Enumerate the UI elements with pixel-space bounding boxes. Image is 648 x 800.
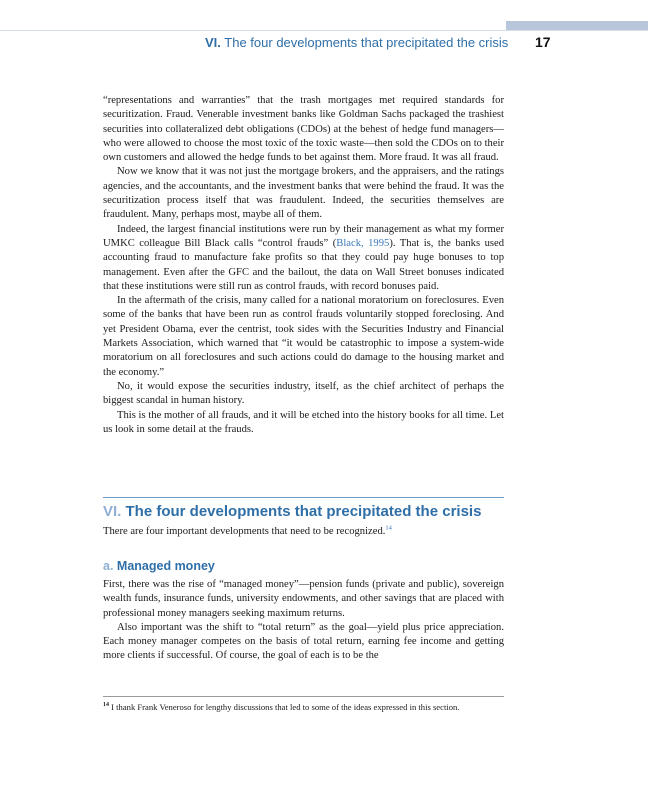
paragraph-1: “representations and warranties” that the trash mortgages met required standards for securitization. Fraud. Venerable investment banks like Goldman Sachs packaged the trashiest securities into collateralized debt obligations (CDOs) at the behest of hedge fund managers—who were allowed to choose the most toxic of the toxic waste—then sold the CDOs on to their own customers and allowed the hedge funds to bet against them. More fraud. It was all fraud.: [103, 95, 505, 164]
header-rule: [0, 30, 648, 31]
subsection-title: Managed money: [116, 559, 215, 573]
footnote: [103, 701, 504, 714]
paragraph-3-text-b: ). That is, the banks used accounting fraud to manufacture fake profits so that they could pay huge bonuses to top management. Even after the GFC and the bailout, the data on Wall Street bonuses indicated that these institutions were still run as control frauds, with record bonuses paid.: [103, 237, 504, 292]
section-number: VI.: [103, 503, 122, 520]
section-intro-text: There are four important developments that need to be recognized.: [103, 526, 386, 537]
paragraph-4: In the aftermath of the crisis, many called for a national moratorium on foreclosures. Even some of the banks that have been run as control frauds voluntarily stopped foreclosing. And yet President Obama, ever the centrist, took sides with the Securities Industry and Financial Markets Association, which warned that “it would be catastrophic to impose a system-wide moratorium on all foreclosures and such actions could do damage to the housing market and the economy.”: [103, 295, 504, 378]
subsection-letter: a.: [103, 559, 114, 573]
footnote-reference[interactable]: 14: [385, 524, 392, 532]
footnote-rule: [103, 696, 504, 697]
section-rule: [103, 497, 504, 498]
subsection-body: [103, 578, 504, 664]
citation-link-black-1995[interactable]: Black, 1995: [336, 237, 390, 249]
header-color-bar: [506, 21, 648, 30]
section-intro-paragraph: [103, 525, 504, 539]
paragraph-3-text-a: Indeed, the largest financial institutions were run by their management as what my former UMKC colleague Bill Black calls “control frauds” (: [103, 223, 504, 249]
paragraph-2: Now we know that it was not just the mortgage brokers, and the appraisers, and the ratings agencies, and the accountants, and the investment banks that were behind the fraud. It was the securitization process itself that was fraudulent. Indeed, the securities themselves are fraudulent. Many, perhaps most, maybe all of them.: [103, 166, 504, 221]
page-number: 17: [535, 34, 551, 50]
section-heading: [103, 503, 504, 520]
footnote-number: 14: [103, 702, 109, 709]
section-intro: [103, 525, 504, 539]
paragraph-6: This is the mother of all frauds, and it will be etched into the history books for all time. Let us look in some detail at the frauds.: [103, 409, 504, 435]
subsection-paragraph-2: Also important was the shift to “total return” as the goal—yield plus price appreciation. Each money manager competes on the basis of total return, earning fee income and getting more clients if successful. Of course, the goal of each is to be the: [103, 621, 504, 662]
body-text: [103, 94, 504, 437]
footnote-text: I thank Frank Veneroso for lengthy discussions that led to some of the ideas expressed in this section.: [111, 702, 460, 712]
paragraph-5: No, it would expose the securities industry, itself, as the chief architect of perhaps the biggest scandal in human history.: [103, 380, 504, 407]
running-head-title: The four developments that precipitated the crisis: [224, 35, 509, 50]
section-title: The four developments that precipitated the crisis: [125, 503, 482, 520]
paragraph-3: [103, 223, 504, 294]
subsection-paragraph-1: First, there was the rise of “managed money”—pension funds (private and public), sovereign wealth funds, insurance funds, university endowments, and other savings that are placed with professional money managers seeking maximum returns.: [103, 579, 504, 619]
subsection-heading: [103, 559, 215, 573]
running-head-number: VI.: [205, 35, 221, 50]
running-head: [205, 35, 508, 50]
